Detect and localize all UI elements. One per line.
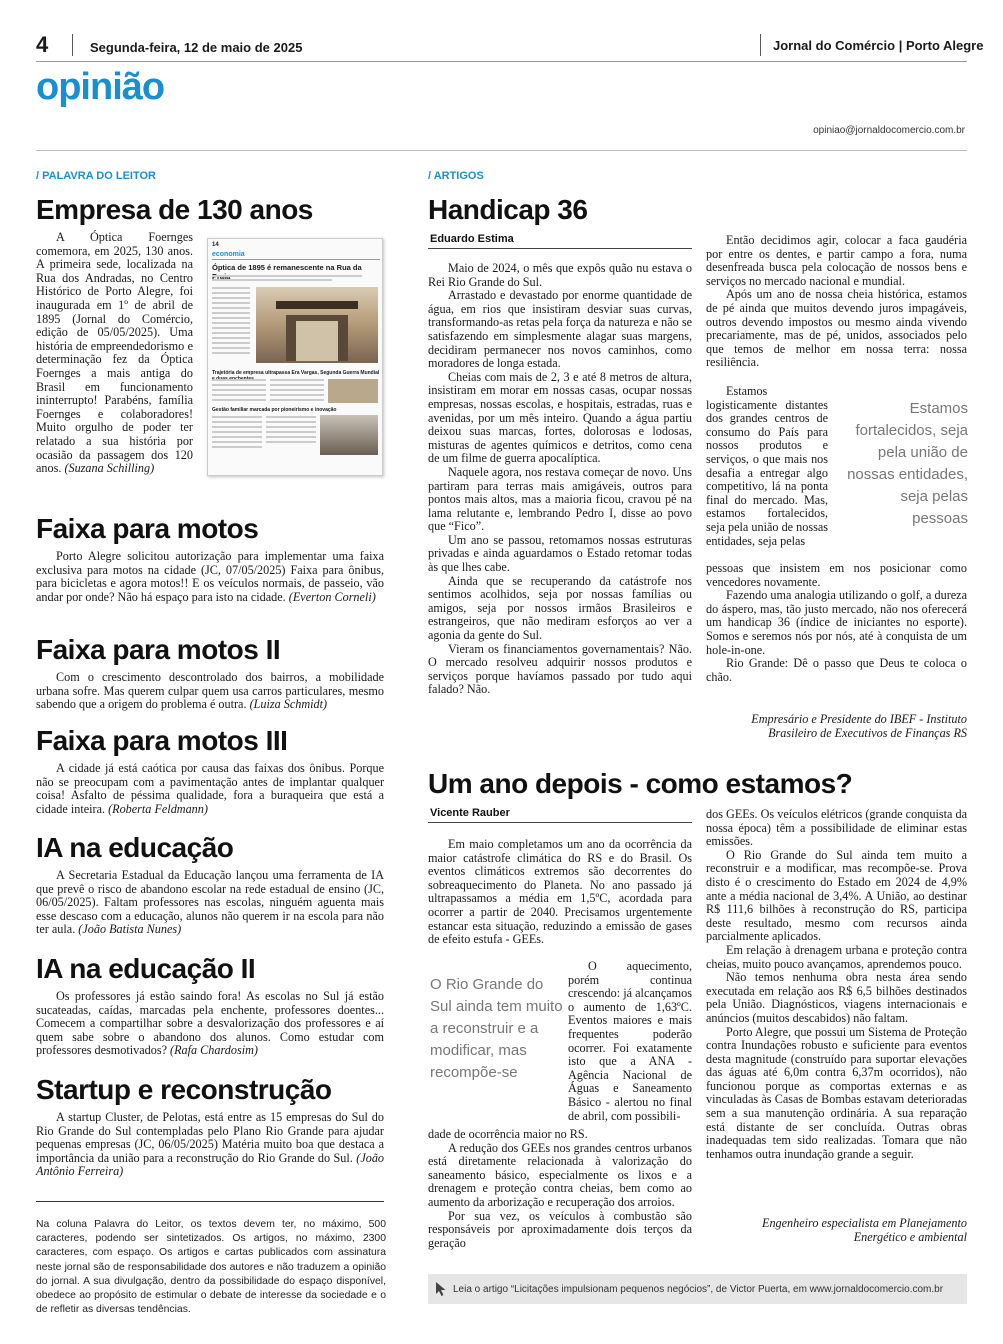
paragraph: Ainda que se recuperando da catástrofe nos sentimos acolhidos, seja por nossas famílias ou amigos, seja por nossos irmãos Brasileiros e estrangeiros, que não mediram esforços ao ver a agonia da gente do Sul. <box>428 573 692 643</box>
thumb-story2: Gestão familiar marcada por pioneirismo e inovação <box>212 407 337 413</box>
article-column <box>706 808 967 1161</box>
footer-promo-text[interactable]: Leia o artigo “Licitações impulsionam pequenos negócios”, de Victor Puerta, em www.jornaldocomercio.com.br <box>453 1284 944 1295</box>
thumb-subhead: Trajetória de empresa ultrapassa Era Vargas, Segunda Guerra Mundial <box>212 370 380 376</box>
letter-text: Porto Alegre solicitou autorização para implementar uma faixa exclusiva para motos na cidade (JC, 07/05/2025) Faixa para ônibus, para bicicletas e agora motos!! E os veículos normais, de passeio, vão andar por onde? Não há espaço para isto na cidade. <box>36 549 384 604</box>
page-number: 4 <box>36 32 49 57</box>
edition-date: Segunda-feira, 12 de maio de 2025 <box>90 40 303 55</box>
article-author: Eduardo Estima <box>430 233 514 245</box>
letter-title: Empresa de 130 anos <box>36 194 313 225</box>
article-title: Um ano depois - como estamos? <box>428 768 853 799</box>
letter-author: (Roberta Feldmann) <box>108 801 208 816</box>
letter-text: A startup Cluster, de Pelotas, está entre as 15 empresas do Sul do Rio Grande do Sul contempladas pelo Plano Rio Grande para ajudar pequenas empresas (JC, 06/05/2025) Matéria muito boa que destaca a importância da união para a reconstrução do Rio Grande do Sul. <box>36 1110 384 1165</box>
letter-body <box>36 1111 384 1179</box>
article-author: Vicente Rauber <box>430 807 510 819</box>
letter-text: A Óptica Foernges comemora, em 2025, 130 anos. A primeira sede, localizada na Rua dos Andradas, no Centro Histórico de Porto Alegre, foi inaugurada em 1º de abril de 1895 (Jornal do Comércio, edição de 05/05/2025). Uma história de empreendedorismo e determinação fez da Óptica Foernges a mais antiga do Brasil em funcionamento ininterrupto! Parabéns, família Foernges e colaboradores! Muito orgulho de poder ter relatado a sua história por ocasião da passagem dos 120 anos. <box>36 230 193 476</box>
letter-text: Os professores já estão saindo fora! As escolas no Sul já estão sucateadas, caídas, marcadas pela enchente, professores doentes... Comecem a compartilhar sobre a desvalorização dos professores e aí quem sabe sobre o abandono dos alunos. Como estudar com professores desmotivados? <box>36 989 384 1058</box>
author-rule <box>428 248 692 249</box>
paragraph: Por sua vez, os veículos à combustão são responsáveis por aproximadamente dois terços da geração <box>428 1208 692 1250</box>
letter-author: (João Antônio Ferreira) <box>36 1150 385 1179</box>
letter-body <box>36 550 384 604</box>
pull-quote: Estamos fortalecidos, seja pela união de nossas entidades, seja pelas pessoas <box>847 400 968 527</box>
section-email[interactable]: opiniao@jornaldocomercio.com.br <box>813 125 965 136</box>
paragraph: Então decidimos agir, colocar a faca gaudéria por entre os dentes, e partir campo a fora, numa desenfreada busca pela colocação de nossos bens e serviços no mercado nacional e mundial. <box>706 233 967 288</box>
thumb-section: economia <box>212 251 245 258</box>
article-title: Handicap 36 <box>428 194 588 225</box>
header-rule <box>36 61 967 62</box>
column-rule <box>36 1201 384 1202</box>
paragraph: Não temos nenhuma obra nesta área sendo executada em relação aos R$ 6,5 bilhões destinados pela União. Diagnósticos, viagens internacionais e anúncios (muitos descabidos) não faltam. <box>706 970 967 1025</box>
paragraph: Porto Alegre, que possui um Sistema de Proteção contra Inundações robusto e suficiente para eventos desta magnitude (construído para suportar elevações das águas até 6,0m contra 6,37m ocorridos), não funcionou porque as comportas externas e as vinculadas às Casas de Bombas estavam deterioradas sem a sua manutenção ordinária. A sua reparação está distante de ser concluída. Outras obras inadequadas tem sido realizadas. Tomara que não tenhamos outra inundação grande a seguir. <box>706 1024 967 1161</box>
letter-title: Faixa para motos <box>36 513 259 544</box>
letter-body <box>36 762 384 816</box>
paragraph: Vieram os financiamentos governamentais? Não. O mercado resolveu adquirir nossos produtos e serviços porque havíamos passado por tudo aqui falado? Não. <box>428 641 692 697</box>
article-signature: Empresário e Presidente do IBEF - Instituto Brasileiro de Executivos de Finanças RS <box>751 712 967 740</box>
article-column <box>428 262 692 697</box>
paragraph: Arrastado e devastado por enorme quantidade de água, em rios que insistiram desviar suas curvas, transformando-as retas pela força da natureza e não se satisfazendo em simplesmente alagar suas margens, decidiram permanecer nos novos caminhos, como moradores de longa estada. <box>428 288 692 371</box>
paragraph: Um ano se passou, retomamos nossas estruturas privadas e ainda aguardamos o Estado retomar todas às que lhes cabe. <box>428 532 692 575</box>
paragraph: Maio de 2024, o mês que expôs quão nu estava o Rei Rio Grande do Sul. <box>428 261 692 289</box>
thumb-page-number: 14 <box>212 242 219 248</box>
article-column <box>428 1128 692 1250</box>
article-column <box>428 838 692 947</box>
header-divider <box>72 34 73 56</box>
thumb-headline: Óptica de 1895 é remanescente na Rua da <box>212 263 362 272</box>
paragraph: Em maio completamos um ano da ocorrência da maior catástrofe climática do RS e do Brasil. Os eventos climáticos extremos são decorrentes do sobreaquecimento do Planeta. No ano passado já ultrapassamos a média em 1,5ºC, acordada para ocorrer a partir de 2040. Precisamos urgentemente estancar esta situação, reduzindo a emissão de gases de efeito estufa - GEEs. <box>428 837 692 947</box>
article-column <box>568 960 692 1123</box>
thumb-people-photo <box>320 415 378 455</box>
letter-text: A Secretaria Estadual da Educação lançou uma ferramenta de IA que prevê o risco de abandono escolar na rede estadual de ensino (JC, 06/05/2025). Faltam professores nas escolas, ninguém aguenta mais esse descaso com a educação, alunos não querem ir na escola para não ter aula. <box>36 868 384 937</box>
letter-author: (Suzana Schilling) <box>64 461 155 476</box>
paragraph: Naquele agora, nos restava começar de novo. Uns partiram para terras mais amigáveis, outros para pontos mais altos, mas a maioria ficou, cravou pé na lama relutante e, lembrando Pedro I, disse ao povo que “Fico”. <box>428 464 692 534</box>
letter-title: Faixa para motos II <box>36 634 281 665</box>
letter-author: (Luiza Schmidt) <box>249 697 328 712</box>
letter-author: (Rafa Chardosim) <box>170 1043 258 1058</box>
article-column <box>706 234 967 370</box>
paragraph: dade de ocorrência maior no RS. <box>428 1127 588 1141</box>
paragraph: dos GEEs. Os veículos elétricos (grande conquista da nossa época) têm a possibilidade de eliminar estas emissões. <box>706 807 967 849</box>
letter-title: IA na educação <box>36 832 234 863</box>
paragraph: pessoas que insistem em nos posicionar como vencedores novamente. <box>706 561 967 589</box>
paragraph: Estamos logisticamente distantes dos grandes centros de consumo do País para nossos produtos e serviços, o que mais nos desafia a entregar algo competitivo, lá na ponta final do mercado. Mas, estamos fortalecidos, seja pela união de nossas entidades, seja pelas <box>706 384 828 548</box>
kicker-palavra-do-leitor: / PALAVRA DO LEITOR <box>36 170 156 182</box>
paragraph: A redução dos GEEs nos grandes centros urbanos está diretamente relacionada à valorização do saneamento básico, especialmente os lixos e a drenagem e proteção contra cheias, bem como ao aumento da arborização e recuperação dos arroios. <box>428 1140 692 1209</box>
thumb-storefront-photo <box>256 287 378 363</box>
article-column <box>706 562 967 684</box>
letter-body <box>36 990 384 1058</box>
newspaper-page-thumbnail <box>207 238 383 476</box>
header-divider <box>760 34 761 56</box>
paragraph: O aquecimento, porém continua crescendo: já alcançamos o aumento de 1,63ºC. Eventos maiores e mais frequentes poderão ocorrer. Foi exatamente isto que a ANA - Agência Nacional de Águas e Saneamento Básico - alertou no final de abril, com possibili- <box>568 959 692 1123</box>
paragraph: Cheias com mais de 2, 3 e até 8 metros de altura, insistiram em morar em nossas casas, ocupar nossas empresas, nossas escolas, e hospitais, estradas, ruas e avenidas, por um mês inteiro. Quando a água partiu deixou suas marcas, fortes, dolorosas e lodosas, misturas de agentes químicos e detritos, como cena de um filme de guerra apocalíptica. <box>428 369 692 466</box>
paragraph: Em relação à drenagem urbana e proteção contra cheias, muito pouco avançamos, aprendemos pouco. <box>706 942 967 971</box>
section-rule <box>36 150 967 151</box>
letter-author: (João Batista Nunes) <box>78 922 182 937</box>
cursor-arrow-icon <box>435 1281 447 1302</box>
kicker-artigos: / ARTIGOS <box>428 170 484 182</box>
paragraph: Após um ano de nossa cheia histórica, estamos de pé ainda que muitos devendo juros impagáveis, outros devendo impostos ou mesmo ainda vivendo precariamente, mas de pé, unidos, associados pelo que temos de melhor em nossa terra: nossa resiliência. <box>706 287 967 370</box>
editorial-note: Na coluna Palavra do Leitor, os textos devem ter, no máximo, 500 caracteres, podendo ser sintetizados. Os artigos, no máximo, 2300 caracteres, com espaço. Os artigos e cartas publicados com assinatura neste jornal são de responsabilidade dos autores e não traduzem a opinião do jornal. A sua divulgação, dentro da possibilidade do espaço disponível, obedece ao propósito de estimular o debate de interesse da sociedade e o de refletir as diversas tendências. <box>36 1219 386 1316</box>
letter-body <box>36 869 384 937</box>
article-signature: Engenheiro especialista em Planejamento Energético e ambiental <box>762 1216 967 1244</box>
pull-quote: O Rio Grande do Sul ainda tem muito a reconstruir e a modificar, mas recompõe-se <box>430 976 563 1081</box>
letter-text: A cidade já está caótica por causa das faixas dos ônibus. Porque não se preocupam com a pavimentação antes de implantar qualquer coisa! Asfalto de péssima qualidade, fora a buraqueira que está a cidade inteira. <box>36 761 384 816</box>
paragraph: O Rio Grande do Sul ainda tem muito a reconstruir e a modificar, mas recompõe-se. Prova disto é o crescimento do Estado em 2024 de 4,9% ante a média nacional de 3,4%. A União, ao destinar R$ 111,6 bilhões à reconstrução do RS, participa deste resultado, mesmo com recursos ainda parcialmente aplicados. <box>706 847 967 944</box>
letter-body <box>36 231 193 476</box>
letter-title: Startup e reconstrução <box>36 1074 332 1105</box>
section-title: opinião <box>36 66 165 108</box>
article-column <box>706 385 828 548</box>
letter-author: (Everton Corneli) <box>288 589 376 604</box>
letter-title: IA na educação II <box>36 953 256 984</box>
newspaper-name: Jornal do Comércio | Porto Alegre <box>773 38 984 53</box>
letter-text: Com o crescimento descontrolado dos bairros, a mobilidade urbana sofre. Mas querem culpar quem usa carros particulares, mesmo sabendo que a origem do problema é outra. <box>36 670 384 712</box>
paragraph: Fazendo uma analogia utilizando o golf, a dureza do áspero, mas, tão justo mercado, não nos oferecerá um handicap 36 (índice de iniciantes no esporte). Somos e seremos nós por nós, até à conquista de um hole-in-one. <box>706 588 967 657</box>
letter-body <box>36 671 384 712</box>
paragraph: Rio Grande: Dê o passo que Deus te coloca o chão. <box>706 656 967 684</box>
letter-title: Faixa para motos III <box>36 725 288 756</box>
author-rule <box>428 822 692 823</box>
